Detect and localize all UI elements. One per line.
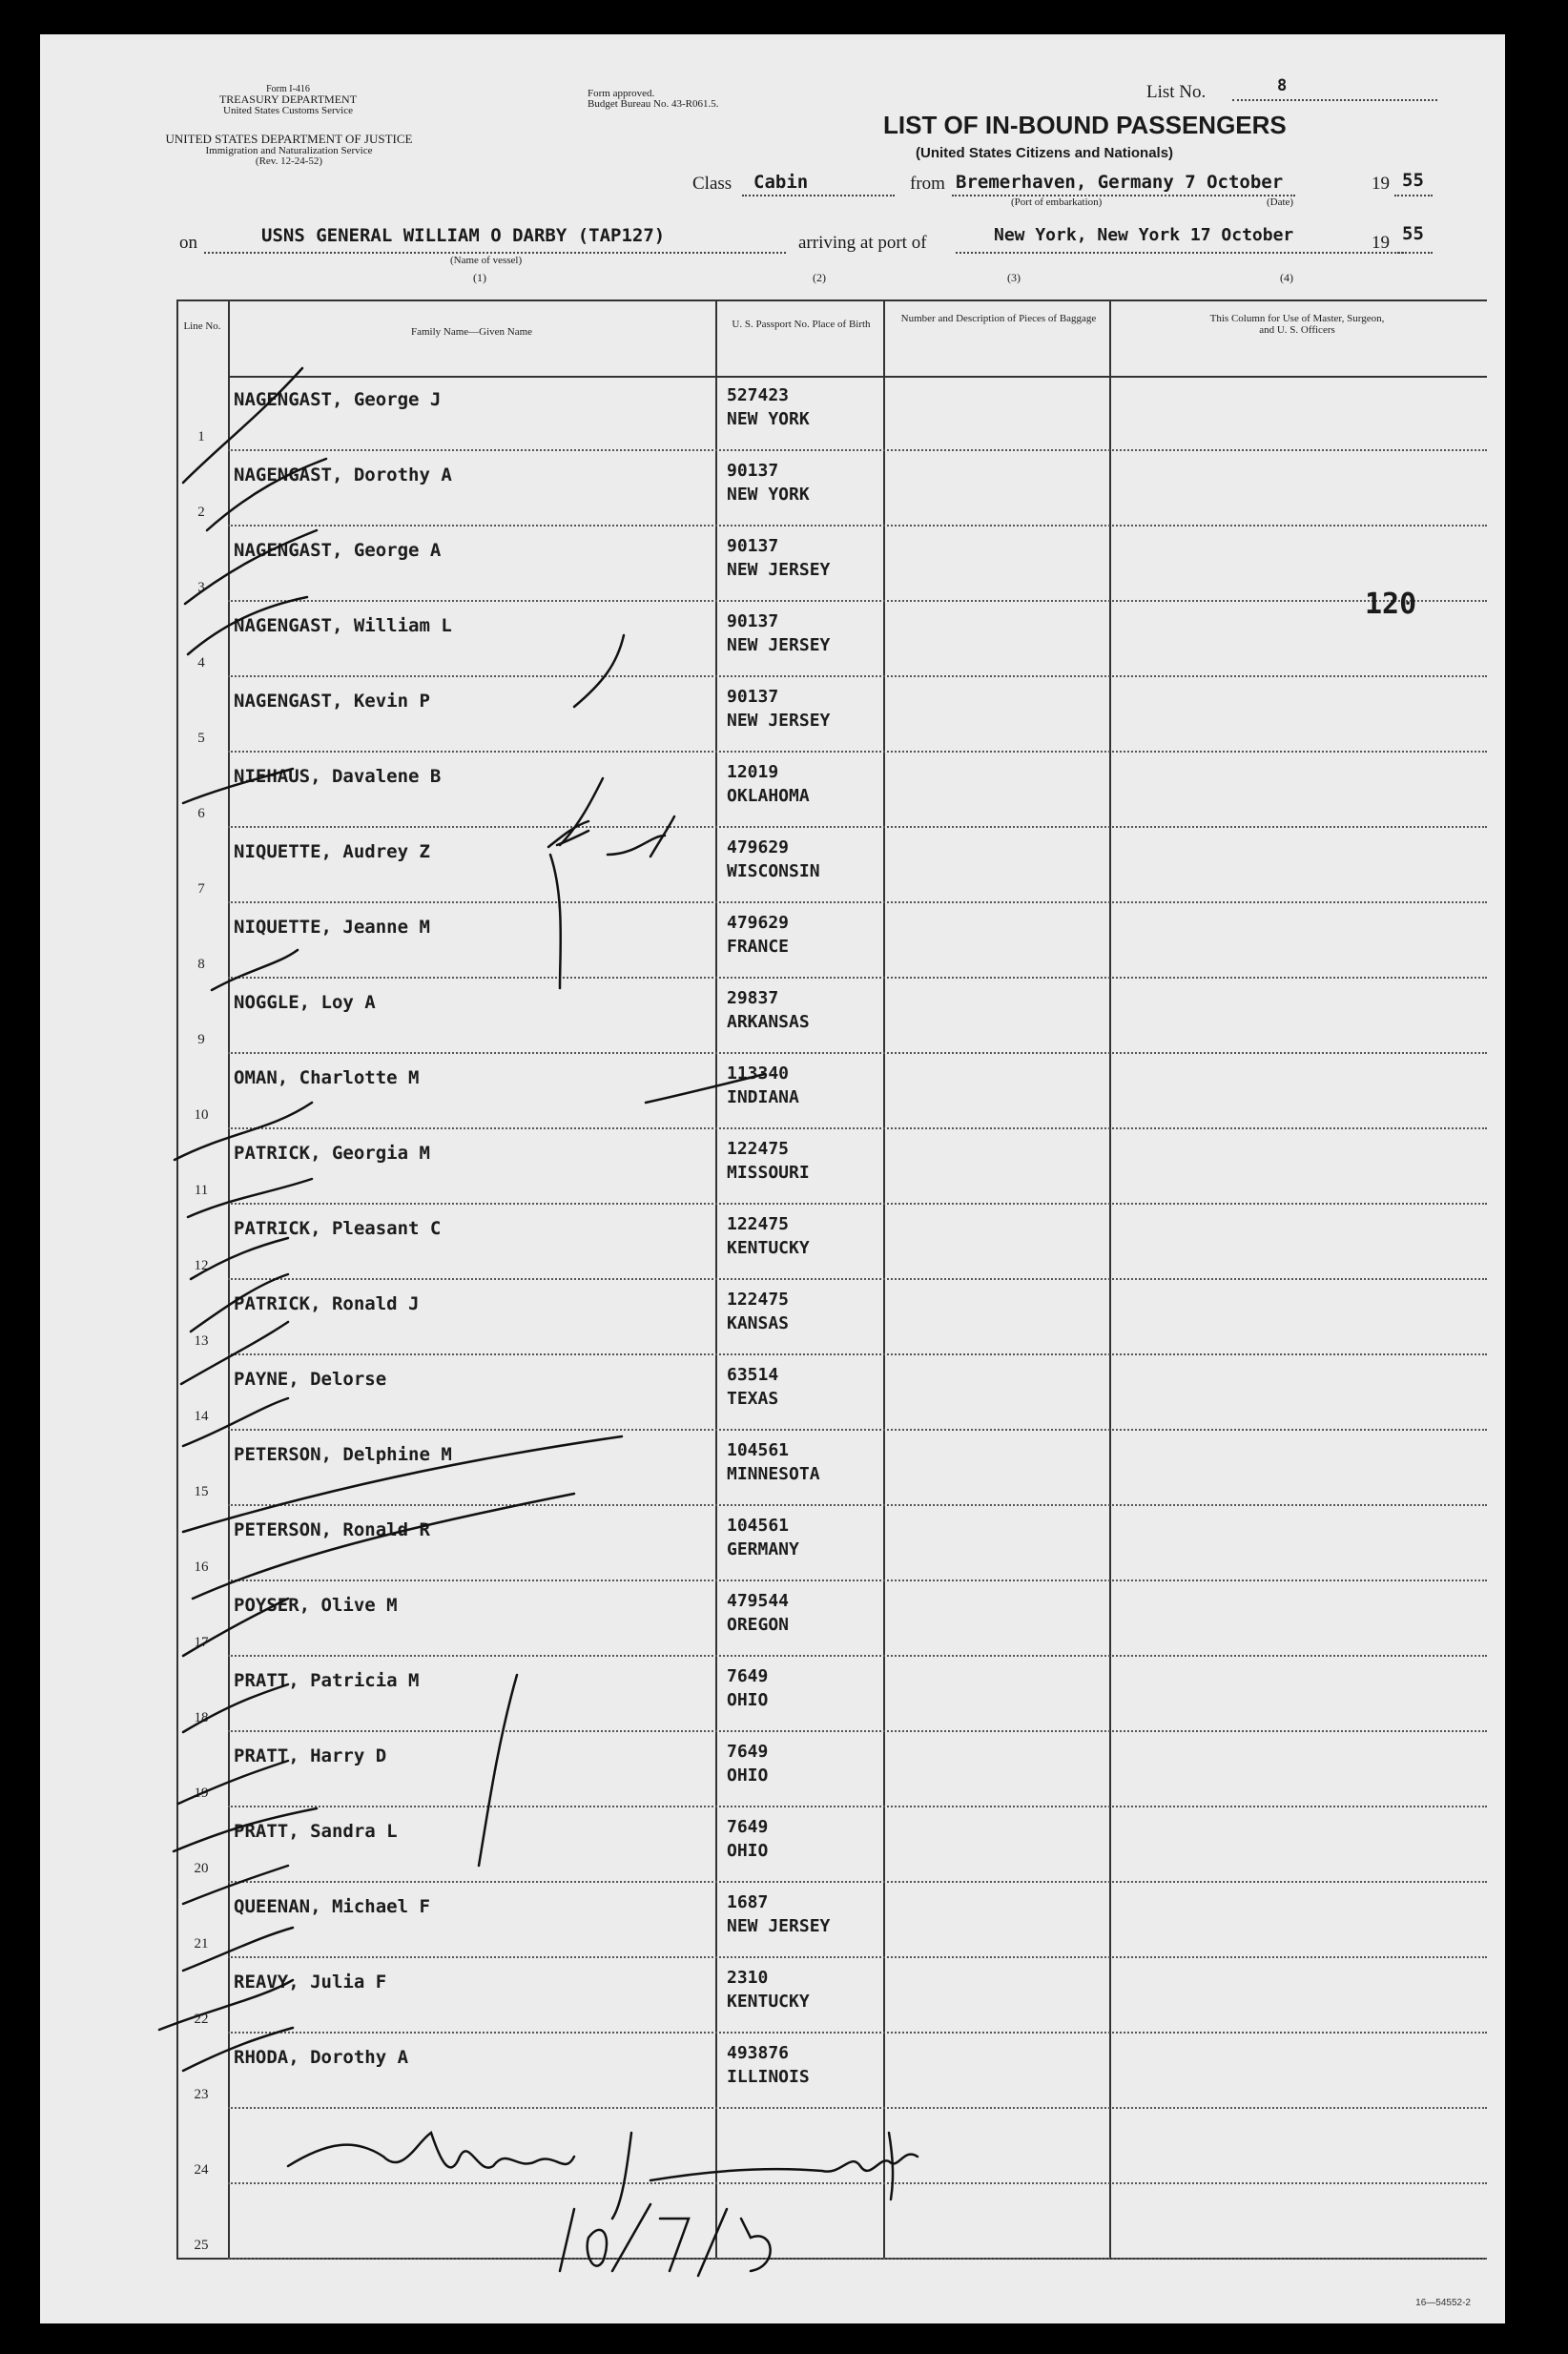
line-number: 6 [197,806,205,821]
header-name: Family Name—Given Name [410,326,533,338]
place-of-birth: KANSAS [727,1313,790,1333]
line-number: 4 [197,655,205,671]
depart-year: 55 [1402,170,1424,191]
column-number: (3) [1007,271,1021,284]
class-value: Cabin [753,172,809,193]
line-number: 13 [194,1333,209,1349]
passenger-name: PRATT, Harry D [234,1745,387,1766]
passport-number: 7649 [727,1817,769,1837]
place-of-birth: KENTUCKY [727,1238,810,1258]
place-of-birth: NEW JERSEY [727,635,831,655]
passenger-name: NIQUETTE, Jeanne M [234,917,430,938]
line-number: 25 [194,2238,209,2253]
passport-number: 1687 [727,1892,769,1912]
from-label: from [910,174,945,194]
form-number: Form I-416 [266,84,310,94]
header-baggage: Number and Description of Pieces of Baggage [900,313,1097,324]
passport-number: 527423 [727,385,790,405]
dept-name: TREASURY DEPARTMENT [218,93,358,106]
ins-name: Immigration and Naturalization Service [205,145,373,156]
class-label: Class [692,174,732,194]
line-number: 12 [194,1258,209,1273]
line-number: 9 [197,1032,205,1047]
place-of-birth: OKLAHOMA [727,786,810,806]
passport-number: 122475 [727,1290,790,1310]
arriving-label: arriving at port of [798,233,927,253]
line-number: 2 [197,505,205,520]
line-number: 15 [194,1484,209,1499]
passenger-name: PRATT, Sandra L [234,1821,398,1842]
check-mark [646,1074,765,1103]
place-of-birth: WISCONSIN [727,861,820,881]
line-number: 24 [194,2162,209,2178]
check-mark [183,368,302,483]
place-of-birth: INDIANA [727,1087,799,1107]
check-mark [183,2028,293,2071]
passenger-name: PATRICK, Ronald J [234,1293,420,1314]
line-number: 22 [194,2012,209,2027]
place-of-birth: OHIO [727,1841,769,1861]
passport-number: 122475 [727,1139,790,1159]
line-number: 1 [197,429,205,444]
line-number: 5 [197,731,205,746]
passport-number: 2310 [727,1968,769,1988]
passport-number: 104561 [727,1440,790,1460]
arrival-year: 55 [1402,223,1424,244]
line-number: 18 [194,1710,209,1725]
check-mark [183,1928,293,1971]
passport-number: 122475 [727,1214,790,1234]
passenger-name: OMAN, Charlotte M [234,1067,420,1088]
passenger-name: PRATT, Patricia M [234,1670,420,1691]
check-mark [212,950,298,990]
year-prefix: 19 [1372,174,1390,194]
place-of-birth: OREGON [727,1615,790,1635]
footer-code: 16—54552-2 [1415,2298,1471,2308]
header-officers: This Column for Use of Master, Surgeon, and U. S. Officers [1209,313,1385,336]
line-number: 17 [194,1635,209,1650]
arrival-port: New York, New York 17 October [994,225,1294,245]
passport-number: 90137 [727,536,779,556]
check-mark [175,1103,312,1160]
passenger-name: PATRICK, Georgia M [234,1143,430,1164]
list-label: List No. [1146,82,1207,102]
justice-name: UNITED STATES DEPARTMENT OF JUSTICE [165,132,413,146]
place-of-birth: FRANCE [727,937,790,957]
passenger-name: PETERSON, Ronald R [234,1519,430,1540]
line-number: 16 [194,1559,209,1575]
place-of-birth: ILLINOIS [727,2067,810,2087]
passport-number: 113340 [727,1063,790,1084]
manifest-page [40,34,1505,2323]
revision: (Rev. 12-24-52) [255,155,323,167]
port-of-embarkation: Bremerhaven, Germany 7 October [956,172,1284,193]
place-of-birth: NEW JERSEY [727,711,831,731]
passenger-name: PETERSON, Delphine M [234,1444,452,1465]
passport-number: 493876 [727,2043,790,2063]
passport-number: 29837 [727,988,779,1008]
check-mark [188,1179,312,1217]
place-of-birth: OHIO [727,1690,769,1710]
column-number: (1) [473,271,486,284]
date-caption: (Date) [1267,196,1294,208]
place-of-birth: OHIO [727,1766,769,1786]
line-number: 19 [194,1786,209,1801]
place-of-birth: ARKANSAS [727,1012,810,1032]
line-number: 20 [194,1861,209,1876]
passenger-name: PATRICK, Pleasant C [234,1218,442,1239]
passport-number: 90137 [727,461,779,481]
passenger-name: QUEENAN, Michael F [234,1896,430,1917]
passport-number: 479544 [727,1591,790,1611]
line-number: 11 [194,1183,209,1198]
passport-number: 479629 [727,913,790,933]
place-of-birth: NEW YORK [727,485,810,505]
line-number: 3 [197,580,205,595]
place-of-birth: KENTUCKY [727,1992,810,2012]
passport-number: 7649 [727,1666,769,1686]
line-number: 8 [197,957,205,972]
line-number: 21 [194,1936,209,1951]
arrival-year-prefix: 19 [1372,233,1390,253]
column-number: (4) [1280,271,1293,284]
place-of-birth: MISSOURI [727,1163,810,1183]
check-mark [178,1761,288,1804]
officer-note: 120 [1365,588,1417,621]
passenger-name: NIQUETTE, Audrey Z [234,841,430,862]
passport-number: 90137 [727,611,779,631]
signature [288,2133,918,2219]
check-mark [574,635,624,707]
vessel-name: USNS GENERAL WILLIAM O DARBY (TAP127) [261,225,666,246]
page-title: LIST OF IN-BOUND PASSENGERS [883,111,1287,139]
list-number: 8 [1277,76,1288,95]
passport-number: 104561 [727,1516,790,1536]
check-mark [183,1398,288,1446]
header-passport: U. S. Passport No. Place of Birth [732,319,871,330]
vessel-caption: (Name of vessel) [450,255,523,266]
check-mark [183,1436,622,1532]
passport-number: 90137 [727,687,779,707]
customs-name: United States Customs Service [223,105,353,116]
handwritten-date [574,2257,579,2258]
check-mark [207,459,326,530]
passenger-name: NAGENGAST, Kevin P [234,691,430,712]
check-mark [191,1274,288,1332]
bracket-mark [479,1675,517,1866]
check-mark [193,1494,574,1599]
passport-number: 479629 [727,837,790,857]
passport-number: 63514 [727,1365,779,1385]
passenger-name: POYSER, Olive M [234,1595,398,1616]
place-of-birth: MINNESOTA [727,1464,820,1484]
check-mark [183,1866,288,1904]
place-of-birth: NEW JERSEY [727,560,831,580]
check-mark [188,597,307,654]
on-label: on [179,233,197,253]
check-mark [174,1808,317,1851]
check-mark [183,769,293,803]
passenger-name: NAGENGAST, George A [234,540,442,561]
budget-number: Budget Bureau No. 43-R061.5. [588,98,719,110]
place-of-birth: NEW JERSEY [727,1916,831,1936]
line-number: 23 [194,2087,209,2102]
place-of-birth: NEW YORK [727,409,810,429]
check-mark [183,1684,288,1732]
page-subtitle: (United States Citizens and Nationals) [916,145,1174,161]
line-number: 14 [194,1409,209,1424]
passenger-name: REAVY, Julia F [234,1972,387,1993]
passenger-name: NOGGLE, Loy A [234,992,376,1013]
passenger-name: NAGENGAST, William L [234,615,452,636]
form-approved: Form approved. [588,88,655,99]
check-mark [159,1980,293,2030]
handwritten-date-mark [560,2204,771,2276]
passenger-name: NAGENGAST, Dorothy A [234,465,452,485]
passport-number: 7649 [727,1742,769,1762]
line-number: 7 [197,881,205,897]
check-mark [185,530,317,604]
column-number: (2) [813,271,826,284]
place-of-birth: GERMANY [727,1539,799,1559]
check-mark [181,1322,288,1384]
passenger-name: NIEHAUS, Davalene B [234,766,442,787]
passport-number: 12019 [727,762,779,782]
bracket-mark [550,855,561,988]
check-mark [183,1599,288,1656]
place-of-birth: TEXAS [727,1389,779,1409]
line-number: 10 [194,1107,209,1123]
passenger-name: NAGENGAST, George J [234,389,442,410]
check-mark [191,1238,288,1279]
header-line-no: Line No. [183,320,221,332]
passenger-name: PAYNE, Delorse [234,1369,387,1390]
passenger-name: RHODA, Dorothy A [234,2047,409,2068]
handwritten-marks [40,34,1505,2323]
port-caption: (Port of embarkation) [1011,196,1103,208]
